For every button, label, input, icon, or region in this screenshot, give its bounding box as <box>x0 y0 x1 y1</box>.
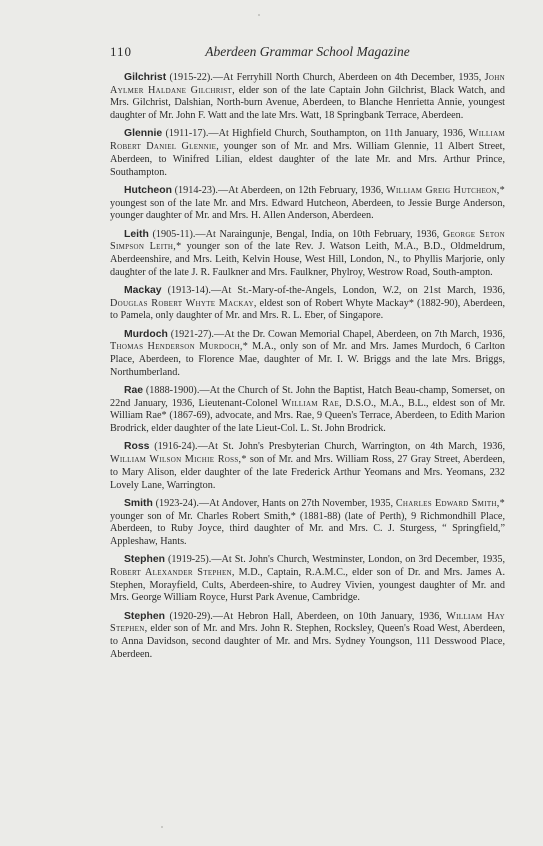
entry-surname: Ross <box>124 441 150 453</box>
entry-groom-name: George Seton Simpson Leith,* <box>110 228 505 253</box>
marriage-entry <box>110 185 505 223</box>
entry-text: —At the Church of St. John the Baptist, Hatch Beau-champ, Somerset, on 22nd January, 1936, Lieutenant-Colonel <box>110 385 505 409</box>
entry-text: —At St. John's Presbyterian Church, Warrington, on 4th March, 1936, <box>197 441 505 453</box>
entry-surname: Smith <box>124 497 153 509</box>
entry-surname: Stephen <box>124 554 165 566</box>
entry-surname: Murdoch <box>124 328 168 340</box>
entry-years: (1915-22). <box>166 72 213 83</box>
entry-groom-name: Thomas Henderson Murdoch,* <box>110 341 249 353</box>
entry-text: —At St.-Mary-of-the-Angels, London, W.2, on 21st March, 1936, <box>210 284 505 296</box>
entry-groom-name: William Rae <box>281 397 340 409</box>
entry-text: —At Hebron Hall, Aberdeen, on 10th January, 1936, <box>212 610 447 622</box>
entry-text: , younger son of Mr. and Mrs. William Glennie, 11 Albert Street, Aberdeen, to Winifred Lilian, eldest daughter of the late Mr. and Mrs. Arthur Prince, Southampton. <box>110 141 505 178</box>
entry-years: (1920-29). <box>165 610 213 622</box>
entry-years: (1888-1900). <box>143 385 200 397</box>
entry-text: M.A., only son of Mr. and Mrs. James Murdoch, 6 Carlton Place, Aberdeen, to Florence Mae, daughter of Mr. I. W. Briggs and the late Mrs. Briggs, Northumberland. <box>110 341 505 378</box>
marriage-entry <box>110 329 505 380</box>
marriage-entry <box>110 72 505 123</box>
entry-text: —At Ferryhill North Church, Aberdeen on 4th December, 1935, <box>212 72 485 83</box>
entry-surname: Rae <box>124 385 144 397</box>
marriage-entry <box>110 285 505 323</box>
journal-title: Aberdeen Grammar School Magazine <box>205 44 410 59</box>
marriage-entry <box>110 498 505 549</box>
entry-groom-name: John Aylmer Haldane Gilchrist <box>110 72 506 96</box>
entry-text: , elder son of the late Captain John Gilchrist, Black Watch, and Mrs. Gilchrist, Dalshian, North-burn Avenue, Aberdeen, to Blanche Henrietta Annie, youngest daughter of Mr. John F. Watt and the late Mrs. Watt, 18 Springbank Terrace, Aberdeen. <box>110 84 505 122</box>
entry-years: (1923-24). <box>152 497 199 509</box>
entry-surname: Glennie <box>124 128 163 140</box>
entry-text: , eldest son of Robert Whyte Mackay* (1882-90), Aberdeen, to Pamela, only daughter of Mr. and Mrs. R. L. Eber, of Singapore. <box>110 297 505 322</box>
entry-text: —At St. John's Church, Westminster, London, on 3rd December, 1935, <box>211 554 505 566</box>
entry-text: —At Highfield Church, Southampton, on 11th January, 1936, <box>208 128 469 140</box>
entry-text: —At Aberdeen, on 12th February, 1936, <box>217 184 387 196</box>
entry-years: (1905-11). <box>148 228 196 240</box>
entry-groom-name: William Hay Stephen <box>110 610 505 635</box>
entry-text: youngest son of the late Mr. and Mrs. Edward Hutcheon, Aberdeen, to Jessie Burge Anderson, younger daughter of Mr. and Mrs. H. Allen Anderson, Aberdeen. <box>110 197 505 222</box>
entry-text: —At Naraingunje, Bengal, India, on 10th February, 1936, <box>195 228 443 240</box>
entry-groom-name: William Wilson Michie Ross,* <box>110 454 247 466</box>
entry-text: —At the Dr. Cowan Memorial Chapel, Aberdeen, on 7th March, 1936, <box>213 328 505 340</box>
entry-surname: Stephen <box>124 610 165 622</box>
entry-text: , elder son of Mr. and Mrs. John R. Stephen, Rocksley, Queen's Road West, Aberdeen, to Anna Davidson, second daughter of Mr. and Mrs. Sydney Youngson, 111 Desswood Place, Aberdeen. <box>110 623 505 660</box>
entry-groom-name: Charles Edward Smith,* <box>395 497 505 509</box>
entry-years: (1911-17). <box>162 128 209 140</box>
entry-groom-name: Robert Alexander Stephen <box>110 566 232 578</box>
entry-text: , M.D., Captain, R.A.M.C., elder son of Dr. and Mrs. James A. Stephen, Morayfield, Cults, Aberdeen-shire, to Audrey Vivien, youngest daughter of Mr. and Mrs. George William Royce, Hurst Park Avenue, Cambridge. <box>110 566 505 604</box>
marriage-notices-list <box>110 72 505 661</box>
running-head <box>110 44 505 66</box>
entry-text: son of Mr. and Mrs. William Ross, 27 Gray Street, Aberdeen, to Mary Alison, elder daughter of the late Frederick Arthur Yeomans and Mrs. Yeomans, 232 Lovely Lane, Warrington. <box>110 454 505 491</box>
entry-text: younger son of the late Rev. J. Watson Leith, M.A., B.D., Oldmeldrum, Aberdeenshire, and Mrs. Leith, Kelvin House, West Hill, London, N., to Phyllis Marjorie, only daughter of the late J. R. Faulkner and Mrs. Faulkner, Phylroy, Westrow Road, South-ampton. <box>110 241 505 278</box>
entry-years: (1914-23). <box>171 184 218 196</box>
marriage-entry <box>110 229 505 280</box>
marriage-entry <box>110 554 505 605</box>
paper-speck <box>161 826 163 828</box>
entry-years: (1916-24). <box>149 441 198 453</box>
entry-text: younger son of Mr. Charles Robert Smith,* (1881-88) (late of Perth), 9 Richmondhill Place, Aberdeen, to Ruby Joyce, third daughter of Mr. and Mrs. C. J. Sturgess, “ Springfield,” Appleshaw, Hants. <box>110 510 505 547</box>
paper-speck <box>258 14 260 16</box>
marriage-entry <box>110 128 505 179</box>
entry-text: —At Andover, Hants on 27th November, 1935, <box>198 497 396 509</box>
entry-groom-name: Douglas Robert Whyte Mackay <box>110 297 254 309</box>
entry-text: , D.S.O., M.A., B.L., eldest son of Mr. William Rae* (1867-69), advocate, and Mrs. Rae, 9 Queen's Terrace, Aberdeen, to Edith Marion Brodrick, elder daughter of the late Lieut-Col. L. St. John Brodrick. <box>110 397 506 435</box>
entry-surname: Hutcheon <box>124 184 172 196</box>
marriage-entry <box>110 441 505 492</box>
entry-groom-name: William Robert Daniel Glennie <box>110 128 505 153</box>
entry-surname: Mackay <box>124 284 162 296</box>
entry-years: (1919-25). <box>165 554 212 566</box>
marriage-entry <box>110 611 505 662</box>
entry-years: (1921-27). <box>167 328 214 340</box>
entry-groom-name: William Greig Hutcheon,* <box>386 184 505 196</box>
marriage-entry <box>110 385 505 436</box>
page-number: 110 <box>110 44 133 59</box>
entry-years: (1913-14). <box>161 284 211 296</box>
entry-surname: Leith <box>124 228 149 240</box>
entry-surname: Gilchrist <box>124 72 167 83</box>
